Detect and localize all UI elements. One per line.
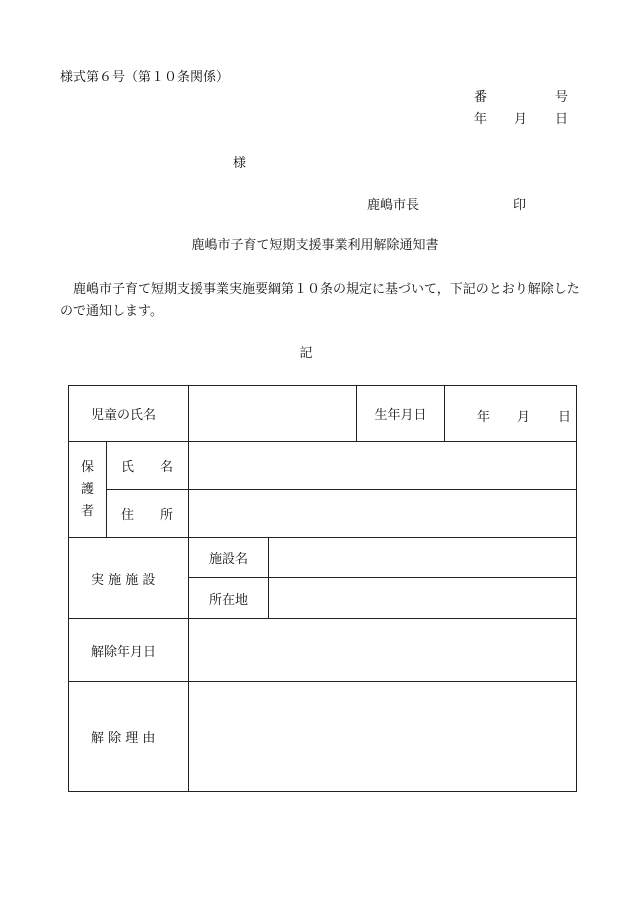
date-year: 年 (474, 112, 488, 127)
cancel-reason-field[interactable] (189, 682, 577, 792)
facility-name-label: 施設名 (189, 538, 269, 578)
guardian-char-3: 者 (80, 503, 94, 519)
row-guardian-address (69, 490, 577, 538)
row-child-name (69, 386, 577, 442)
number-go: 号 (555, 90, 569, 105)
facility-location-label: 所在地 (189, 578, 269, 619)
birth-month: 月 (517, 409, 531, 425)
birthdate-field[interactable] (445, 386, 577, 442)
child-name-field[interactable] (189, 386, 357, 442)
row-cancel-reason (69, 682, 577, 792)
row-guardian-name (69, 442, 577, 490)
facility-label: 実 施 施 設 (69, 538, 189, 619)
row-cancel-date (69, 619, 577, 682)
number-ban: 番 (474, 90, 488, 105)
form-number: 様式第６号（第１０条関係） (60, 70, 230, 85)
birth-year: 年 (477, 409, 491, 425)
guardian-address-label: 住 所 (107, 490, 189, 538)
guardian-char-1: 保 (80, 459, 94, 475)
sender-name: 鹿嶋市長 (367, 198, 420, 213)
form-table (68, 385, 577, 792)
ki-heading: 記 (299, 346, 313, 361)
date-day: 日 (555, 112, 569, 127)
cancel-date-label: 解除年月日 (69, 619, 189, 682)
date-month: 月 (514, 112, 528, 127)
birthdate-label: 生年月日 (357, 386, 445, 442)
guardian-name-label: 氏 名 (107, 442, 189, 490)
guardian-address-field[interactable] (189, 490, 577, 538)
addressee-sama: 様 (233, 156, 247, 171)
document-title: 鹿嶋市子育て短期支援事業利用解除通知書 (191, 238, 439, 253)
child-name-label: 児童の氏名 (69, 386, 189, 442)
birth-day: 日 (558, 409, 572, 425)
body-text: 鹿嶋市子育て短期支援事業実施要綱第１０条の規定に基づいて，下記のとおり解除したので通知します。 (60, 282, 580, 319)
guardian-name-field[interactable] (189, 442, 577, 490)
cancel-reason-label: 解 除 理 由 (69, 682, 189, 792)
guardian-char-2: 護 (80, 481, 94, 497)
facility-location-field[interactable] (269, 578, 577, 619)
seal-mark: 印 (513, 198, 527, 213)
facility-name-field[interactable] (269, 538, 577, 578)
guardian-label (69, 442, 107, 538)
cancel-date-field[interactable] (189, 619, 577, 682)
row-facility-name (69, 538, 577, 578)
